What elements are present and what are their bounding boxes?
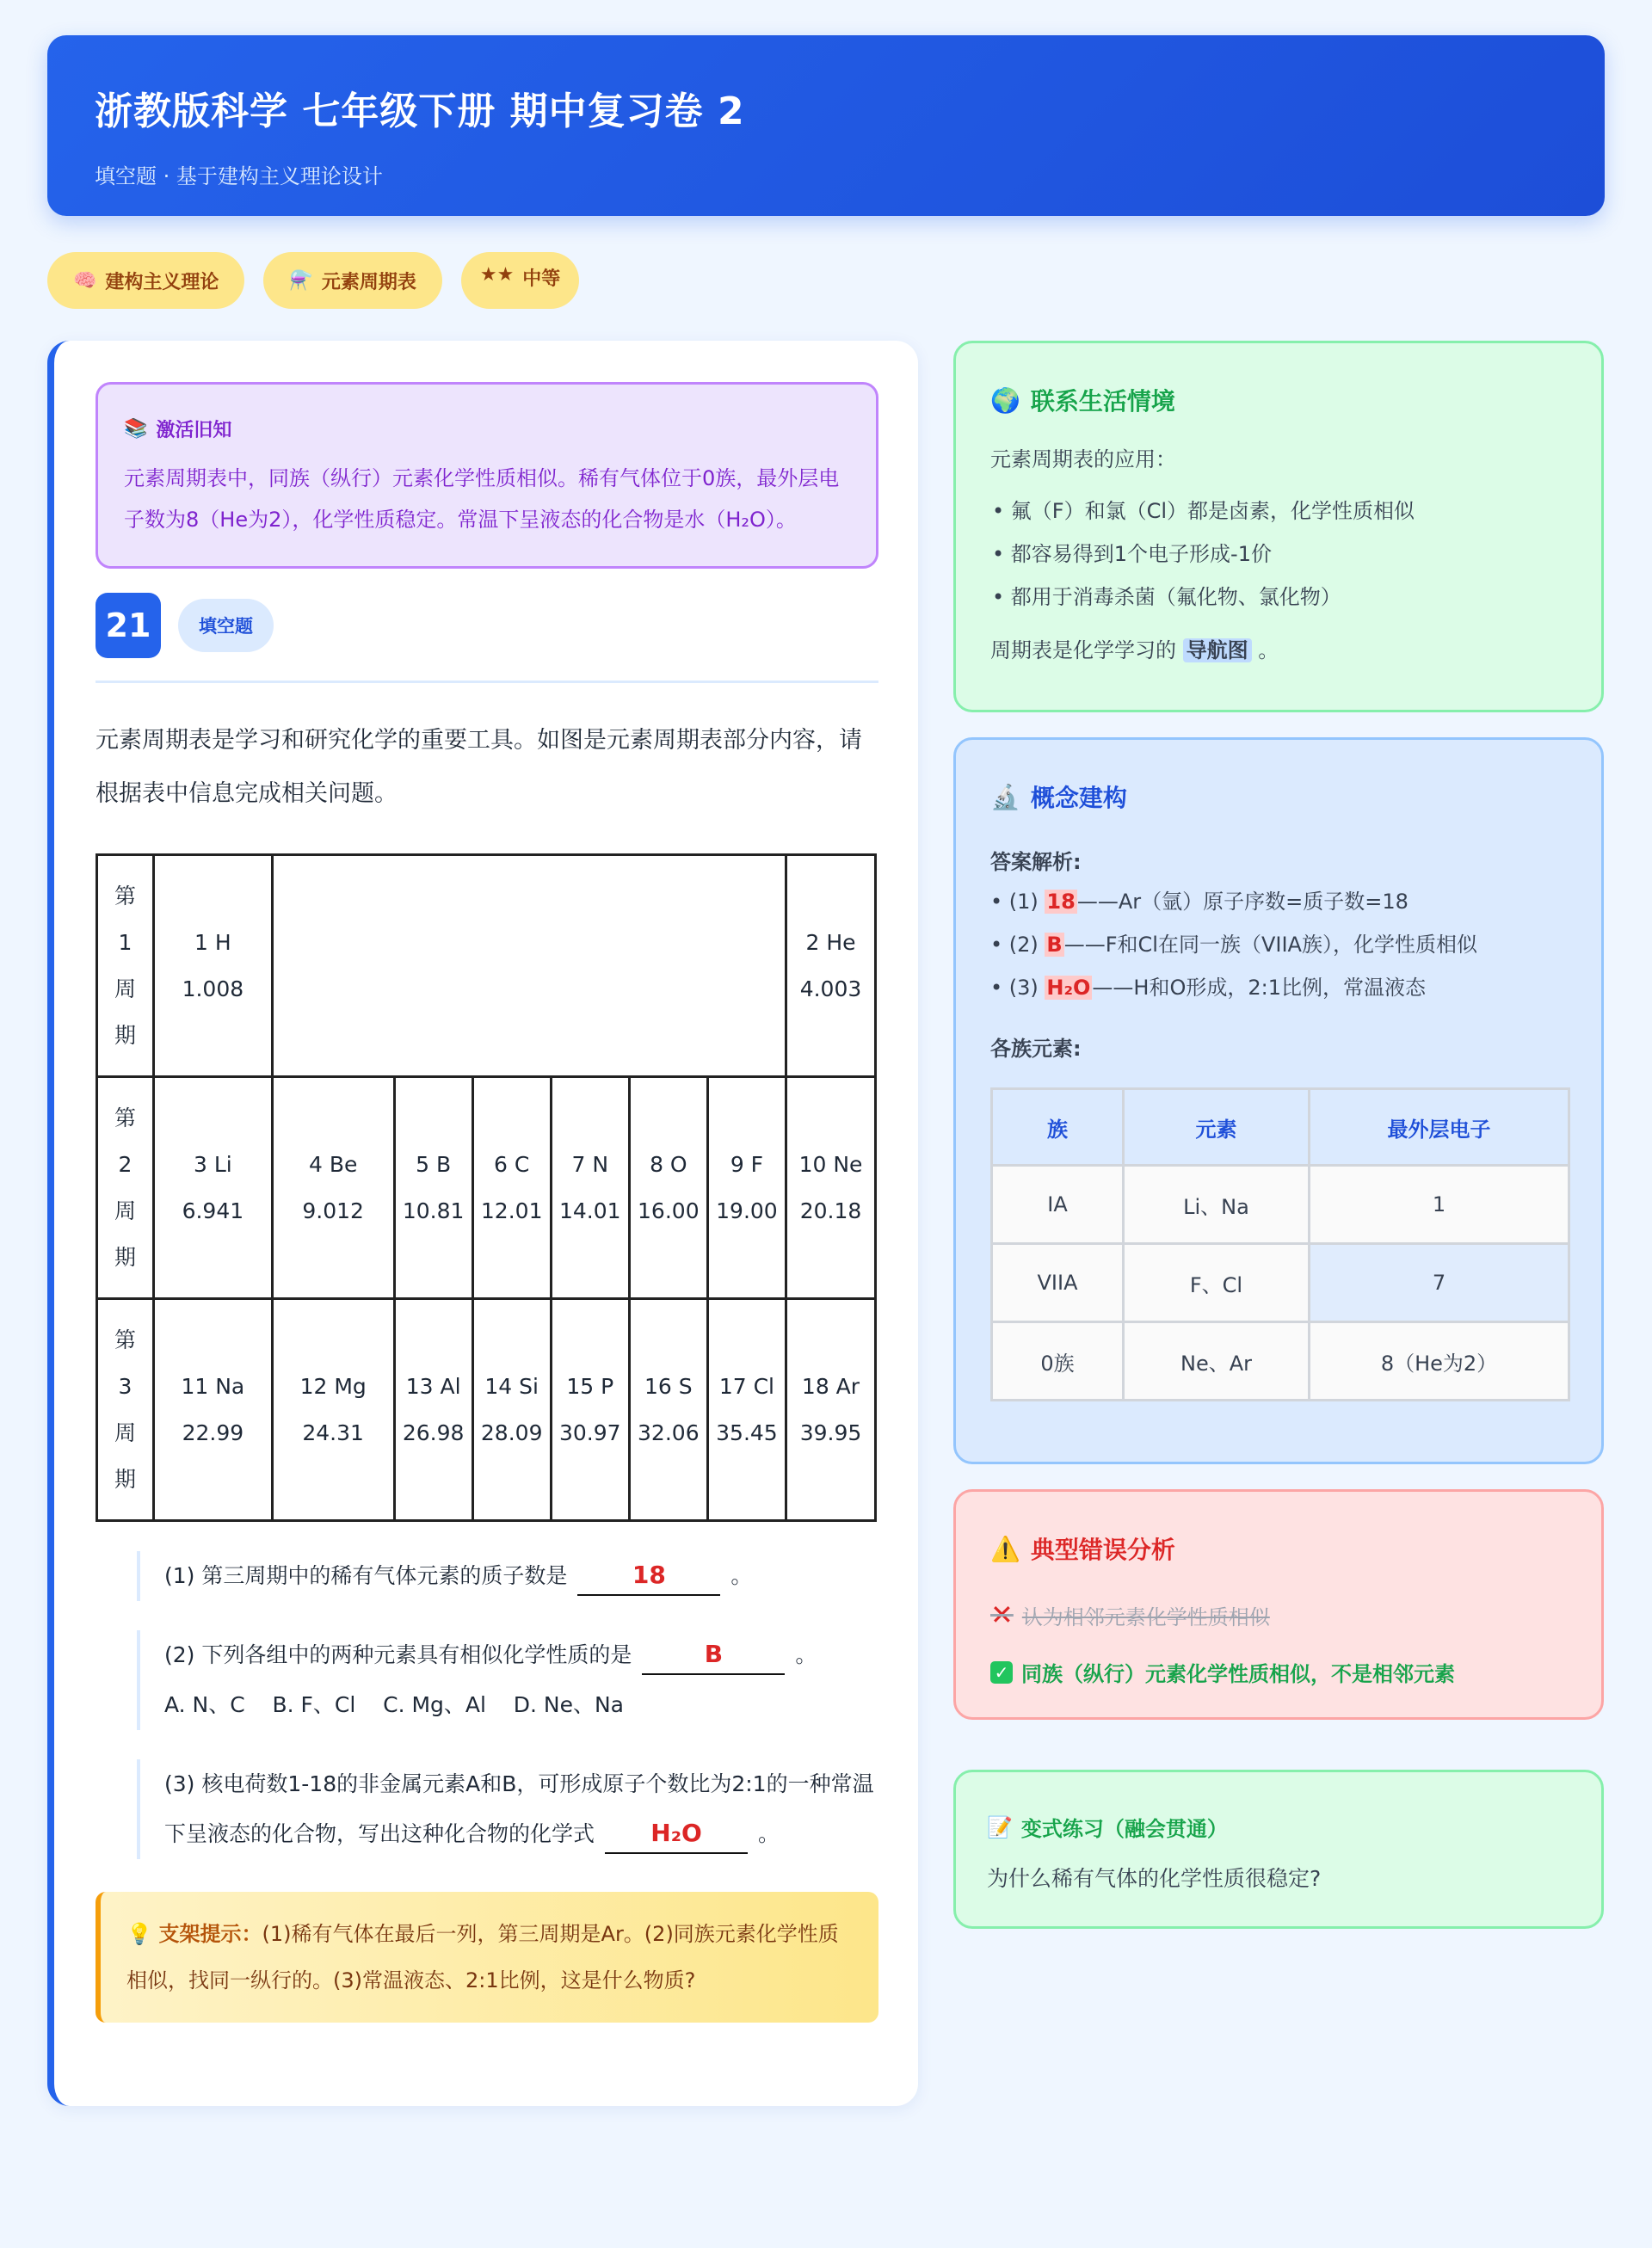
life-intro: 元素周期表的应用： — [990, 447, 1176, 471]
element-cell: 18 Ar 39.95 — [786, 1299, 876, 1521]
practice-card — [953, 1770, 1604, 1929]
period-label: 第 3 周 期 — [97, 1299, 154, 1521]
tip-label: 支架提示： — [158, 1922, 262, 1946]
tip-text: (1)稀有气体在最后一列，第三周期是Ar。(2)同族元素化学性质相似，找同一纵行的。(3)常温液态、2:1比例，这是什么物质? — [126, 1922, 839, 1992]
element-cell: 5 B 10.81 — [394, 1077, 472, 1299]
brain-icon: 🧠 — [73, 269, 97, 292]
life-closing: 周期表是化学学习的 导航图 。 — [990, 638, 1279, 662]
card-title: 典型错误分析 — [1030, 1536, 1175, 1564]
activate-title: 激活旧知 — [156, 420, 232, 441]
card-title: 变式练习（融会贯通） — [1020, 1817, 1228, 1841]
page-header — [47, 35, 1605, 216]
divider — [96, 681, 878, 683]
family-table — [990, 1087, 1570, 1401]
family-label: 各族元素: — [990, 1037, 1082, 1061]
life-item: • 都容易得到1个电子形成-1价 — [992, 542, 1272, 566]
alembic-icon: ⚗️ — [289, 269, 313, 292]
element-cell: 15 P 30.97 — [551, 1299, 629, 1521]
table-row: 0族 Ne、Ar 8（He为2） — [993, 1323, 1568, 1399]
tag-constructivism — [47, 252, 244, 309]
page-subtitle: 填空题 · 基于建构主义理论设计 — [95, 164, 383, 188]
activate-knowledge-box — [96, 382, 878, 569]
lightbulb-icon: 💡 — [126, 1922, 152, 1946]
table-header: 最外层电子 — [1310, 1090, 1568, 1164]
practice-question: 为什么稀有气体的化学性质很稳定? — [987, 1866, 1322, 1891]
card-title: 联系生活情境 — [1030, 387, 1175, 416]
question-card — [47, 341, 918, 2106]
answer-explanation-2: • (2) B——F和Cl在同一族（VIIA族），化学性质相似 — [990, 933, 1477, 957]
microscope-icon: 🔬 — [990, 782, 1020, 811]
concept-card — [953, 737, 1604, 1464]
options: A. N、C B. F、Cl C. Mg、Al D. Ne、Na — [164, 1692, 624, 1717]
empty-cell — [272, 855, 786, 1077]
element-cell: 7 N 14.01 — [551, 1077, 629, 1299]
error-analysis-card — [953, 1489, 1604, 1720]
globe-icon: 🌍 — [990, 385, 1020, 415]
books-icon: 📚 — [124, 418, 148, 440]
table-row: VIIA F、Cl 7 — [993, 1245, 1568, 1321]
memo-icon: 📝 — [987, 1814, 1013, 1839]
answer-explanation-1: • (1) 18——Ar（氩）原子序数=质子数=18 — [990, 890, 1409, 914]
element-cell: 12 Mg 24.31 — [272, 1299, 394, 1521]
periodic-table — [96, 853, 877, 1522]
warning-icon: ⚠️ — [990, 1534, 1020, 1563]
tag-label: 元素周期表 — [321, 271, 416, 293]
element-cell: 9 F 19.00 — [707, 1077, 786, 1299]
table-header: 族 — [993, 1090, 1122, 1164]
card-title: 概念建构 — [1030, 784, 1127, 812]
wrong-belief: ✕ 认为相邻元素化学性质相似 — [990, 1598, 1270, 1631]
element-cell: 16 S 32.06 — [629, 1299, 707, 1521]
element-cell: 1 H 1.008 — [154, 855, 273, 1077]
page-title: 浙教版科学 七年级下册 期中复习卷 2 — [95, 89, 745, 133]
check-icon: ✓ — [990, 1661, 1013, 1684]
period-label: 第 1 周 期 — [97, 855, 154, 1077]
question-number: 21 — [96, 593, 161, 658]
activate-text: 元素周期表中，同族（纵行）元素化学性质相似。稀有气体位于0族，最外层电子数为8（He为2），化学性质稳定。常温下呈液态的化合物是水（H₂O）。 — [124, 466, 840, 532]
element-cell: 6 C 12.01 — [472, 1077, 551, 1299]
life-item: • 氟（F）和氯（Cl）都是卤素，化学性质相似 — [992, 499, 1415, 523]
answer-blank-1[interactable]: 18 — [577, 1556, 720, 1596]
element-cell: 8 O 16.00 — [629, 1077, 707, 1299]
sub-question-1: (1) 第三周期中的稀有气体元素的质子数是 18 。 — [137, 1551, 878, 1601]
cross-icon: ✕ — [990, 1598, 1014, 1631]
sub-question-3: (3) 核电荷数1-18的非金属元素A和B，可形成原子个数比为2:1的一种常温下呈液态的化合物，写出这种化合物的化学式 H₂O 。 — [137, 1759, 878, 1859]
element-cell: 4 Be 9.012 — [272, 1077, 394, 1299]
question-text: 元素周期表是学习和研究化学的重要工具。如图是元素周期表部分内容，请根据表中信息完成相关问题。 — [96, 727, 862, 807]
element-cell: 2 He 4.003 — [786, 855, 876, 1077]
tag-difficulty — [461, 252, 579, 309]
element-cell: 3 Li 6.941 — [154, 1077, 273, 1299]
tag-label: 中等 — [522, 268, 561, 290]
scaffold-tip — [96, 1892, 878, 2023]
tag-periodic-table — [263, 252, 441, 309]
period-label: 第 2 周 期 — [97, 1077, 154, 1299]
tag-label: 建构主义理论 — [105, 271, 219, 293]
correct-belief: ✓ 同族（纵行）元素化学性质相似，不是相邻元素 — [990, 1657, 1567, 1687]
answer-explanation-3: • (3) H₂O——H和O形成，2:1比例，常温液态 — [990, 976, 1426, 1000]
question-type-badge: 填空题 — [178, 599, 274, 652]
analysis-label: 答案解析: — [990, 850, 1082, 874]
table-header: 元素 — [1125, 1090, 1308, 1164]
life-item: • 都用于消毒杀菌（氟化物、氯化物） — [992, 585, 1341, 609]
answer-blank-2[interactable]: B — [642, 1635, 785, 1675]
tag-list — [47, 252, 579, 309]
answer-blank-3[interactable]: H₂O — [605, 1814, 748, 1854]
element-cell: 14 Si 28.09 — [472, 1299, 551, 1521]
star-icon: ★★ — [479, 264, 515, 286]
table-row: IA Li、Na 1 — [993, 1167, 1568, 1242]
life-context-card — [953, 341, 1604, 712]
sub-question-2: (2) 下列各组中的两种元素具有相似化学性质的是 B 。 A. N、C B. F、Cl C. Mg、Al D. Ne、Na — [137, 1630, 878, 1730]
element-cell: 13 Al 26.98 — [394, 1299, 472, 1521]
element-cell: 11 Na 22.99 — [154, 1299, 273, 1521]
element-cell: 17 Cl 35.45 — [707, 1299, 786, 1521]
element-cell: 10 Ne 20.18 — [786, 1077, 876, 1299]
